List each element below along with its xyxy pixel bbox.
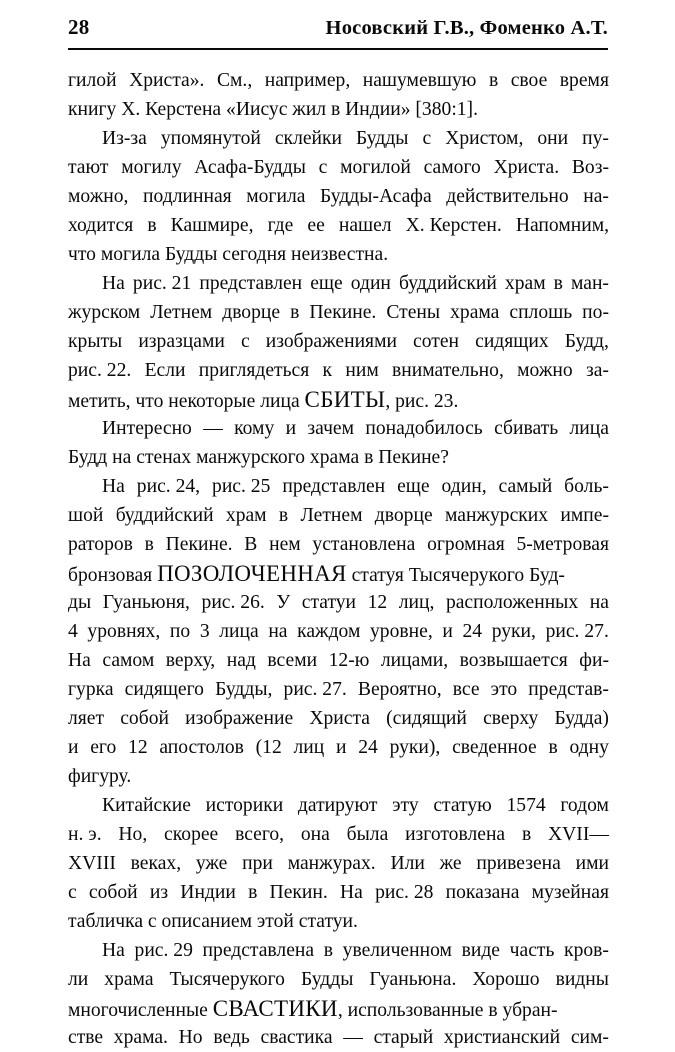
emphasis-caps-run: СВАСТИКИ (212, 996, 338, 1021)
text-word: сидящих (475, 331, 549, 352)
text-line (68, 1023, 609, 1052)
text-word: была (346, 824, 389, 845)
text-word: рис. 25 (212, 476, 271, 497)
text-word: понадобилось (365, 418, 483, 439)
text-word: в (548, 737, 558, 758)
text-run: метить, что некоторые лица (68, 391, 305, 412)
text-word: — (203, 418, 223, 439)
text-word: приглядеться (198, 360, 310, 381)
text-word: они (537, 128, 569, 149)
text-word: буддийский (115, 505, 214, 526)
text-word: На (102, 476, 125, 497)
text-word: в (147, 215, 157, 236)
text-word: в (323, 940, 334, 961)
text-word: один (350, 273, 391, 294)
text-word: рис. 27. (545, 621, 609, 642)
text-word: Будд, (564, 331, 609, 352)
running-title-authors: Носовский Г.В., Фоменко А.Т. (325, 17, 608, 39)
text-line (68, 849, 609, 878)
text-word: с (240, 331, 250, 352)
text-word: Христа (309, 708, 370, 729)
text-word: 24 (358, 737, 378, 758)
text-line (68, 994, 609, 1023)
text-word: часть (509, 940, 555, 961)
text-word: в (521, 824, 532, 845)
text-word: еще (310, 273, 343, 294)
text-word: представлена (202, 940, 315, 961)
text-word: манжурских (444, 505, 549, 526)
text-word: возвышается (459, 650, 568, 671)
text-word: установлена (312, 534, 416, 555)
text-word: в (278, 505, 289, 526)
text-word: 3 (199, 621, 210, 642)
text-word: рис. 26. (201, 592, 265, 613)
text-word: кому (234, 418, 275, 439)
text-word: манжурах. (287, 853, 376, 874)
text-word: 24 (462, 621, 483, 642)
text-word: В (244, 534, 258, 555)
text-line (68, 820, 609, 849)
text-word: ведь (213, 1027, 250, 1048)
text-word: всего, (235, 824, 285, 845)
text-word: за- (585, 360, 609, 381)
text-word: 1574 (506, 795, 546, 816)
text-word: Пекине. (165, 534, 233, 555)
text-word: На (102, 273, 125, 294)
text-word: историки (205, 795, 284, 816)
text-word: Летнем (300, 505, 363, 526)
text-word: собой (88, 882, 138, 903)
text-word: представлен (282, 476, 386, 497)
text-word: руки), (389, 737, 441, 758)
text-word: собой (120, 708, 169, 729)
text-word: Вероятно, (357, 679, 442, 700)
text-word: и (336, 737, 347, 758)
text-word: склейки (274, 128, 343, 149)
text-word: христианский (443, 1027, 561, 1048)
text-word: с (318, 157, 328, 178)
text-line (68, 907, 609, 936)
text-word: каждом (297, 621, 361, 642)
text-word: Но, (118, 824, 148, 845)
emphasis-caps-run: ПОЗОЛОЧЕННАЯ (157, 561, 347, 586)
text-run: статуя Тысячерукого Буд- (346, 565, 565, 586)
text-word: фи- (579, 650, 609, 671)
text-word: Воз- (571, 157, 609, 178)
text-line (68, 965, 609, 994)
text-word: самого (423, 157, 481, 178)
text-word: журском (68, 302, 141, 323)
text-word: подлинная (143, 186, 232, 207)
text-word: увеличенном (342, 940, 452, 961)
text-run: многочисленные (68, 1000, 213, 1021)
text-word: Асафа-Будды (194, 157, 306, 178)
text-word: рис. 27. (283, 679, 347, 700)
text-word: (12 (255, 737, 282, 758)
text-word: Будды-Асафа (320, 186, 432, 207)
text-line (68, 95, 609, 124)
text-word: Из-за (102, 128, 147, 149)
text-word: Гуаньюна. (369, 969, 457, 990)
text-word: дворце (374, 505, 433, 526)
text-word: на (268, 621, 288, 642)
text-word: Кашмире, (170, 215, 254, 236)
text-line (68, 385, 609, 414)
text-word: в (248, 882, 258, 903)
text-word: крыты (68, 331, 123, 352)
emphasis-caps-run: СБИТЫ (304, 387, 386, 412)
text-line (68, 762, 609, 791)
text-word: ман- (570, 273, 609, 294)
text-word: У (276, 592, 291, 613)
text-word: с (422, 128, 432, 149)
text-word: сотен (413, 331, 460, 352)
text-word: Но (178, 1027, 203, 1048)
text-line (68, 211, 609, 240)
text-word: ды (68, 592, 92, 613)
text-word: сим- (570, 1027, 609, 1048)
text-word: музейная (531, 882, 609, 903)
text-word: импе- (560, 505, 609, 526)
text-word: по (169, 621, 191, 642)
text-word: это (490, 679, 518, 700)
text-word: изготовлена (405, 824, 506, 845)
text-word: н. э. (68, 824, 102, 845)
text-line (68, 240, 609, 269)
text-word: руки, (491, 621, 536, 642)
text-word: Пекине. (309, 302, 377, 323)
text-line (68, 298, 609, 327)
page-number: 28 (68, 15, 90, 39)
text-word: всеми (267, 650, 318, 671)
text-word: XVII— (548, 824, 609, 845)
text-word: Пекин. (269, 882, 328, 903)
text-word: сплошь (509, 302, 573, 323)
text-line (68, 588, 609, 617)
text-line (68, 675, 609, 704)
text-word: храма (104, 969, 154, 990)
text-word: могилой (340, 157, 411, 178)
text-word: например, (264, 70, 351, 91)
text-word: ходится (68, 215, 134, 236)
text-word: огромная (427, 534, 505, 555)
text-word: Или (390, 853, 425, 874)
text-word: сведенное (452, 737, 537, 758)
text-word: дворце (222, 302, 281, 323)
text-word: шой (68, 505, 104, 526)
text-word: На (340, 882, 363, 903)
text-word: рис. 24, (136, 476, 201, 497)
text-word: эту (392, 795, 419, 816)
text-word: можно (517, 360, 573, 381)
text-word: ли (68, 969, 89, 990)
text-word: могила (246, 186, 306, 207)
text-line (68, 646, 609, 675)
text-line (68, 878, 609, 907)
text-word: можно, (68, 186, 129, 207)
text-word: храма (450, 302, 500, 323)
text-word: 12 (128, 737, 148, 758)
text-word: в (488, 70, 499, 91)
text-word: буддийский (398, 273, 497, 294)
text-word: Будды (356, 128, 409, 149)
text-line (68, 501, 609, 530)
text-word: верху, (165, 650, 216, 671)
text-word: лицами, (380, 650, 449, 671)
text-line (68, 414, 609, 443)
text-word: одну (569, 737, 609, 758)
text-word: На (102, 940, 125, 961)
text-word: XVIII (68, 853, 116, 874)
text-word: Будды, (215, 679, 273, 700)
text-word: над (226, 650, 256, 671)
text-word: — (343, 1027, 363, 1048)
text-word: Христа». (129, 70, 205, 91)
text-word: уже (195, 853, 228, 874)
text-word: гилой (68, 70, 117, 91)
text-line (68, 269, 609, 298)
text-word: Хорошо (472, 969, 540, 990)
text-run: книгу Х. Керстена «Иисус жил в Индии» [380:1]. (68, 99, 478, 120)
text-word: видны (555, 969, 609, 990)
text-word: рис. 22. (68, 360, 132, 381)
text-word: кров- (564, 940, 609, 961)
text-word: представ- (528, 679, 609, 700)
running-head (68, 17, 608, 47)
text-word: Интересно (102, 418, 192, 439)
text-word: сбивать (494, 418, 559, 439)
text-word: храма. (113, 1027, 168, 1048)
text-word: скорее (164, 824, 219, 845)
text-line (68, 559, 609, 588)
text-word: нашел (338, 215, 392, 236)
text-word: время (559, 70, 609, 91)
text-run: , рис. 23. (385, 391, 459, 412)
text-word: она (300, 824, 330, 845)
text-run: бронзовая (68, 565, 158, 586)
text-run: Будд на стенах манжурского храма в Пекине? (68, 447, 449, 468)
text-word: изображениями (265, 331, 397, 352)
text-word: показана (445, 882, 520, 903)
text-word: ими (575, 853, 609, 874)
text-word: и (68, 737, 79, 758)
text-word: рис. 28 (375, 882, 434, 903)
text-word: рис. 21 (132, 273, 192, 294)
text-word: один, (441, 476, 487, 497)
text-word: ляет (68, 708, 105, 729)
text-word: представлен (199, 273, 303, 294)
text-word: веках, (130, 853, 182, 874)
text-word: его (90, 737, 117, 758)
text-word: уровне, (370, 621, 433, 642)
text-line (68, 791, 609, 820)
text-word: ее (307, 215, 325, 236)
text-word: расположенных (445, 592, 579, 613)
text-line (68, 327, 609, 356)
text-word: в (290, 302, 300, 323)
text-line (68, 66, 609, 95)
text-word: См., (216, 70, 253, 91)
text-word: свастика (260, 1027, 333, 1048)
text-word: Христа. (493, 157, 560, 178)
text-word: привезена (476, 853, 561, 874)
text-line (68, 153, 609, 182)
text-word: раторов (68, 534, 133, 555)
text-line (68, 182, 609, 211)
text-word: Будда) (554, 708, 609, 729)
text-word: самом (102, 650, 155, 671)
text-word: Индии (180, 882, 236, 903)
text-line (68, 733, 609, 762)
text-word: храм (504, 273, 546, 294)
text-word: Если (144, 360, 186, 381)
body-text-column (68, 66, 609, 1052)
text-word: тают (68, 157, 109, 178)
text-word: пу- (582, 128, 609, 149)
text-word: ним (345, 360, 379, 381)
text-word: 4 (68, 621, 78, 642)
text-line (68, 124, 609, 153)
text-word: боль- (564, 476, 609, 497)
text-word: изразцами (138, 331, 225, 352)
text-word: внимательно, (392, 360, 504, 381)
text-word: 12 (367, 592, 388, 613)
text-word: к (322, 360, 333, 381)
text-line (68, 443, 609, 472)
text-word: с (68, 882, 77, 903)
text-word: все (452, 679, 480, 700)
text-word: стве (68, 1027, 104, 1048)
text-word: храм (225, 505, 267, 526)
text-word: нашумевшую (362, 70, 477, 91)
text-run: табличка с описанием этой статуи. (68, 911, 358, 932)
text-line (68, 617, 609, 646)
text-word: на- (583, 186, 609, 207)
text-word: Христом, (445, 128, 524, 149)
text-word: Тысячерукого (169, 969, 285, 990)
text-word: действительно (446, 186, 569, 207)
text-word: зачем (307, 418, 355, 439)
text-word: 5-метровая (516, 534, 609, 555)
text-word: изображение (185, 708, 294, 729)
text-run: , использованные в убран- (337, 1000, 558, 1021)
text-run: фигуру. (68, 766, 132, 787)
text-word: статуи (301, 592, 357, 613)
text-word: сверху (483, 708, 539, 729)
text-word: на (589, 592, 609, 613)
text-word: Гуаньюня, (102, 592, 190, 613)
text-word: Китайские (102, 795, 191, 816)
text-line (68, 530, 609, 559)
text-word: уровнях, (87, 621, 161, 642)
text-word: Х. Керстен. (405, 215, 502, 236)
text-word: лиц (293, 737, 325, 758)
text-word: самый (498, 476, 553, 497)
text-word: Будды (300, 969, 354, 990)
text-word: в (553, 273, 563, 294)
text-word: из (149, 882, 169, 903)
text-word: нем (269, 534, 301, 555)
text-line (68, 704, 609, 733)
text-word: свое (510, 70, 548, 91)
text-word: 12-ю (328, 650, 370, 671)
text-word: по- (582, 302, 609, 323)
text-word: лица (569, 418, 609, 439)
text-word: виде (461, 940, 500, 961)
text-word: Летнем (150, 302, 213, 323)
text-word: при (242, 853, 273, 874)
text-run: что могила Будды сегодня неизвестна. (68, 244, 389, 265)
text-word: годом (560, 795, 609, 816)
text-word: Стены (386, 302, 441, 323)
text-line (68, 936, 609, 965)
text-word: могилу (121, 157, 182, 178)
text-line (68, 472, 609, 501)
text-word: сидящего (124, 679, 204, 700)
text-word: еще (397, 476, 430, 497)
text-word: (сидящий (386, 708, 467, 729)
text-word: статую (433, 795, 492, 816)
header-divider-rule (68, 48, 608, 50)
text-word: лица (219, 621, 259, 642)
text-line (68, 356, 609, 385)
text-word: где (267, 215, 294, 236)
text-word: датируют (297, 795, 378, 816)
text-word: На (68, 650, 91, 671)
text-word: же (439, 853, 462, 874)
text-word: лиц, (398, 592, 435, 613)
text-word: рис. 29 (134, 940, 193, 961)
text-word: старый (373, 1027, 434, 1048)
text-word: гурка (68, 679, 114, 700)
text-word: и (285, 418, 297, 439)
text-word: Напомним, (515, 215, 609, 236)
text-word: в (144, 534, 154, 555)
text-word: апостолов (159, 737, 244, 758)
text-word: упомянутой (160, 128, 261, 149)
text-word: и (442, 621, 453, 642)
